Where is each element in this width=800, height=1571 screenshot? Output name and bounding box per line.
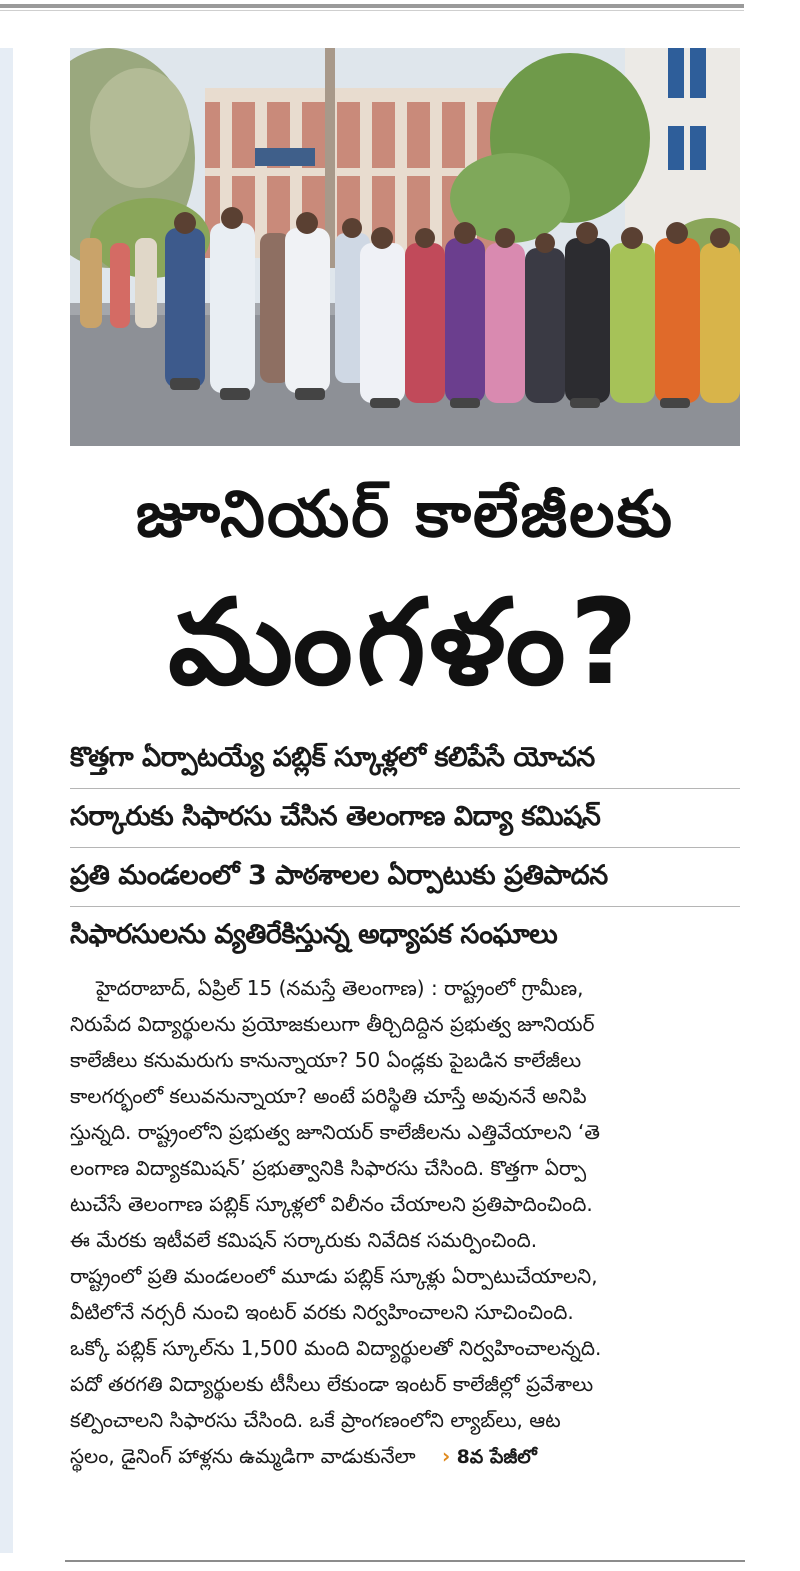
top-rule-thin <box>0 10 744 11</box>
body-line: కల్పించాలని సిఫారసు చేసింది. ఒకే ప్రాంగణంలోని ల్యాబ్‌లు, ఆట <box>70 1408 561 1432</box>
body-line: కాలేజీలు కనుమరుగు కానున్నాయా? 50 ఏండ్లకు పైబడిన కాలేజీలు <box>70 1048 582 1072</box>
continued-arrow-icon: › <box>441 1444 451 1468</box>
body-line: ఒక్కో పబ్లిక్ స్కూల్‌ను 1,500 మంది విద్యార్థులతో నిర్వహించాలన్నది. <box>70 1336 602 1360</box>
body-line: వీటిలోనే నర్సరీ నుంచి ఇంటర్ వరకు నిర్వహించాలని సూచించింది. <box>70 1300 574 1324</box>
body-line: పదో తరగతి విద్యార్థులకు టీసీలు లేకుండా ఇంటర్ కాలేజీల్లో ప్రవేశాలు <box>70 1372 594 1396</box>
column-edge <box>0 48 13 1553</box>
bottom-rule <box>65 1560 745 1562</box>
body-line: లంగాణ విద్యాకమిషన్’ ప్రభుత్వానికి సిఫారసు చేసింది. కొత్తగా ఏర్పా <box>70 1156 587 1180</box>
body-line: కాలగర్భంలో కలువనున్నాయా? అంటే పరిస్థితి చూస్తే అవుననే అనిపి <box>70 1084 587 1108</box>
body-line: హైదరాబాద్, ఏప్రిల్ 15 (నమస్తే తెలంగాణ) : రాష్ట్రంలో గ్రామీణ, <box>96 976 584 1000</box>
deck-line: ప్రతి మండలంలో 3 పాఠశాలల ఏర్పాటుకు ప్రతిపాదన <box>70 848 740 907</box>
sub-decks <box>70 730 740 965</box>
deck-line: సర్కారుకు సిఫారసు చేసిన తెలంగాణ విద్యా కమిషన్ <box>70 789 740 848</box>
continued-on-page[interactable]: 8వ పేజీలో <box>456 1446 537 1468</box>
body-line-text: స్థలం, డైనింగ్ హాళ్లను ఉమ్మడిగా వాడుకునేలా <box>70 1444 416 1468</box>
body-line: రాష్ట్రంలో ప్రతి మండలంలో మూడు పబ్లిక్ స్కూళ్లు ఏర్పాటుచేయాలని, <box>70 1264 598 1288</box>
headline-line-1: జూనియర్ కాలేజీలకు <box>135 478 675 552</box>
top-rule <box>0 4 744 8</box>
body-line: టుచేసే తెలంగాణ పబ్లిక్ స్కూళ్లలో విలీనం చేయాలని ప్రతిపాదించింది. <box>70 1192 593 1216</box>
deck-line: సిఫారసులను వ్యతిరేకిస్తున్న అధ్యాపక సంఘాలు <box>70 919 558 950</box>
news-photo <box>70 48 740 446</box>
body-line: ఈ మేరకు ఇటీవలే కమిషన్ సర్కారుకు నివేదిక సమర్పించింది. <box>70 1228 538 1252</box>
headline-line-2: మంగళం? <box>168 573 642 711</box>
body-last-line <box>70 1438 740 1474</box>
body-line: నిరుపేద విద్యార్థులను ప్రయోజకులుగా తీర్చిదిద్దిన ప్రభుత్వ జూనియర్ <box>70 1012 595 1036</box>
body-line: స్తున్నది. రాష్ట్రంలోని ప్రభుత్వ జూనియర్ కాలేజీలను ఎత్తివేయాలని ‘తె <box>70 1120 600 1144</box>
deck-line: కొత్తగా ఏర్పాటయ్యే పబ్లిక్ స్కూళ్లలో కలిపేసే యోచన <box>70 730 740 789</box>
article-body <box>70 970 740 1474</box>
